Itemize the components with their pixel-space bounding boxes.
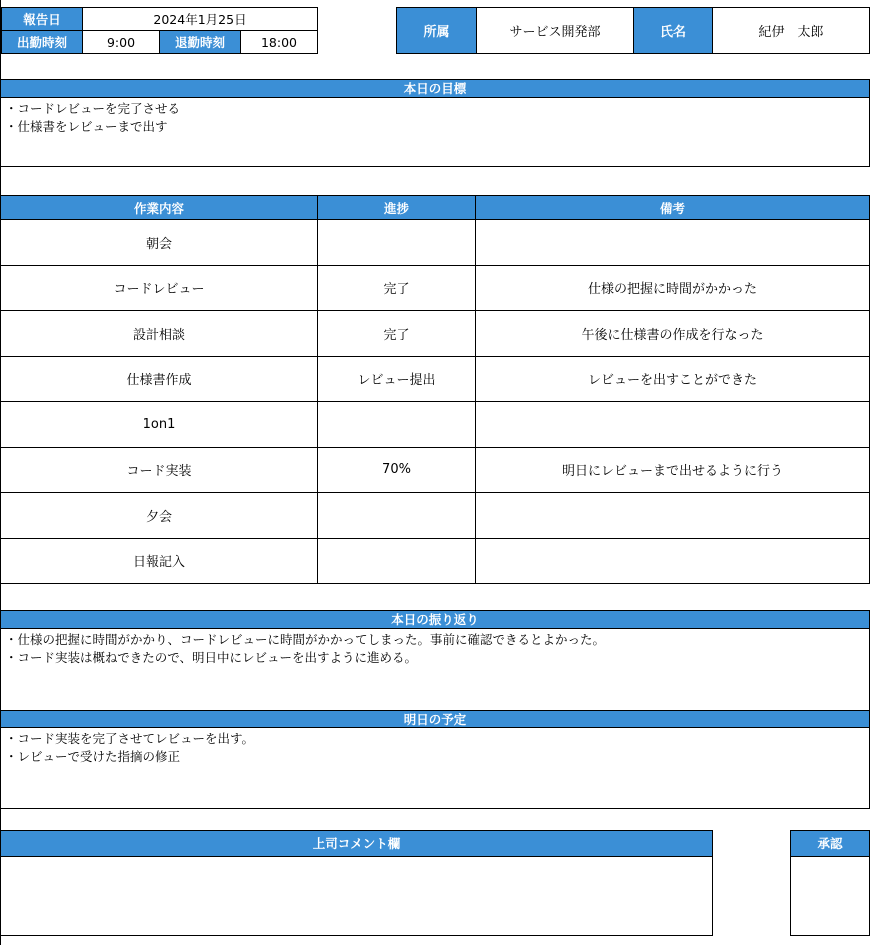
task-progress-cell[interactable] [318,220,476,266]
reflection-line: ・コード実装は概ねできたので、明日中にレビューを出すように進める。 [5,650,417,665]
task-row [1,447,870,493]
goals-section [0,79,870,167]
task-notes-cell[interactable] [476,402,870,448]
task-notes-cell[interactable]: レビューを出すことができた [476,356,870,402]
task-header-notes: 備考 [476,196,870,220]
goals-body[interactable] [1,98,869,138]
task-progress-cell[interactable] [318,493,476,539]
affiliation-table [396,7,870,54]
tomorrow-body[interactable] [1,728,869,768]
tomorrow-title: 明日の予定 [1,710,869,728]
task-content-cell[interactable]: 夕会 [1,493,318,539]
task-notes-cell[interactable]: 午後に仕様書の作成を行なった [476,311,870,357]
start-time-label: 出勤時刻 [2,31,83,54]
task-notes-cell[interactable] [476,493,870,539]
reflection-line: ・仕様の把握に時間がかかり、コードレビューに時間がかかってしまった。事前に確認できるとよかった。 [5,632,606,647]
task-content-cell[interactable]: 仕様書作成 [1,356,318,402]
reflection-title: 本日の振り返り [1,611,869,629]
task-content-cell[interactable]: 朝会 [1,220,318,266]
task-header-progress: 進捗 [318,196,476,220]
goal-line: ・コードレビューを完了させる [5,101,181,116]
task-progress-cell[interactable]: 完了 [318,311,476,357]
comment-body[interactable] [1,857,712,935]
report-info-table [1,7,318,54]
task-content-cell[interactable]: 設計相談 [1,311,318,357]
task-progress-cell[interactable] [318,538,476,584]
task-content-cell[interactable]: コードレビュー [1,265,318,311]
comment-section [0,830,713,936]
report-date-value[interactable]: 2024年1月25日 [83,8,318,31]
task-table [0,195,870,584]
task-row [1,538,870,584]
approval-section [790,830,870,936]
approval-stamp-area[interactable] [791,857,869,935]
department-value[interactable]: サービス開発部 [477,8,634,54]
task-progress-cell[interactable] [318,402,476,448]
task-row [1,265,870,311]
task-progress-cell[interactable]: 完了 [318,265,476,311]
task-content-cell[interactable]: 日報記入 [1,538,318,584]
task-notes-cell[interactable]: 仕様の把握に時間がかかった [476,265,870,311]
task-row [1,356,870,402]
end-time-value[interactable]: 18:00 [241,31,318,54]
start-time-value[interactable]: 9:00 [83,31,160,54]
end-time-label: 退勤時刻 [160,31,241,54]
goals-title: 本日の目標 [1,80,869,98]
name-value[interactable]: 紀伊 太郎 [713,8,870,54]
report-date-label: 報告日 [2,8,83,31]
task-table-body [1,220,870,584]
task-row [1,311,870,357]
department-label: 所属 [397,8,477,54]
task-content-cell[interactable]: コード実装 [1,447,318,493]
tomorrow-line: ・コード実装を完了させてレビューを出す。 [5,731,255,746]
reflection-body[interactable] [1,629,869,710]
task-progress-cell[interactable]: レビュー提出 [318,356,476,402]
task-notes-cell[interactable] [476,220,870,266]
approval-title: 承認 [791,831,869,857]
task-row [1,402,870,448]
task-progress-cell[interactable]: 70% [318,447,476,493]
task-row [1,220,870,266]
comment-title: 上司コメント欄 [1,831,712,857]
task-content-cell[interactable]: 1on1 [1,402,318,448]
task-row [1,493,870,539]
name-label: 氏名 [634,8,713,54]
reflection-section [0,610,870,809]
tomorrow-line: ・レビューで受けた指摘の修正 [5,749,181,764]
goal-line: ・仕様書をレビューまで出す [5,119,168,134]
task-notes-cell[interactable] [476,538,870,584]
task-notes-cell[interactable]: 明日にレビューまで出せるように行う [476,447,870,493]
task-header-content: 作業内容 [1,196,318,220]
